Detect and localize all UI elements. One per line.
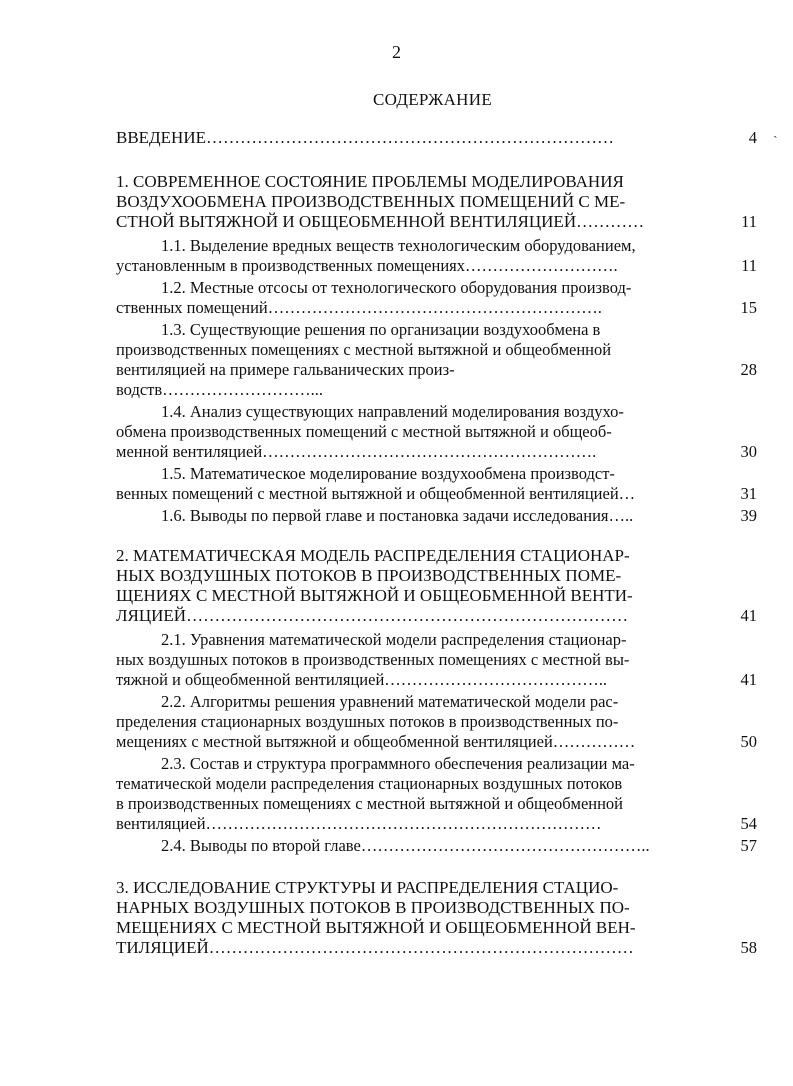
page-number: 2 (392, 42, 401, 62)
toc-section-1-4[interactable]: 1.4. Анализ существующих направлений моделирования воздухо- (161, 402, 624, 421)
toc-section-2-3[interactable]: в производственных помещениях с местной вытяжной и общеобменной (116, 794, 624, 813)
page-title: СОДЕРЖАНИЕ (372, 90, 493, 109)
toc-section-1-1[interactable]: 1.1. Выделение вредных веществ технологическим оборудованием, (161, 236, 636, 255)
toc-section-2-3[interactable]: тематической модели распределения стационарных воздушных потоков (116, 774, 623, 793)
toc-page: 39 (740, 506, 757, 525)
toc-section-2-2[interactable]: мещениях с местной вытяжной и общеобменной вентиляцией…………… (116, 732, 636, 751)
toc-section-2-2[interactable]: пределения стационарных воздушных потоков в производственных по- (116, 712, 619, 731)
toc-chapter-1[interactable]: ВОЗДУХООБМЕНА ПРОИЗВОДСТВЕННЫХ ПОМЕЩЕНИЙ С МЕ- (116, 192, 626, 211)
toc-page: 11 (741, 256, 757, 275)
toc-section-1-3[interactable]: производственных помещениях с местной вытяжной и общеобменной (116, 340, 612, 359)
toc-chapter-3[interactable]: НАРНЫХ ВОЗДУШНЫХ ПОТОКОВ В ПРОИЗВОДСТВЕННЫХ ПО- (116, 898, 630, 917)
toc-page: 54 (740, 814, 757, 833)
toc-page: 4 (748, 128, 757, 147)
toc-section-1-4[interactable]: обмена производственных помещений с местной вытяжной и общеоб- (116, 422, 612, 441)
scan-mark: ˎ (773, 124, 778, 139)
toc-section-1-2[interactable]: ственных помещений……………………………………………………. (116, 298, 602, 317)
toc-section-1-1[interactable]: установленным в производственных помещениях………………………. (116, 256, 618, 275)
toc-page: 11 (741, 212, 757, 231)
toc-section-2-3[interactable]: вентиляцией……………………………………………………………… (116, 814, 602, 833)
toc-chapter-2[interactable]: 2. МАТЕМАТИЧЕСКАЯ МОДЕЛЬ РАСПРЕДЕЛЕНИЯ СТАЦИОНАР- (116, 546, 630, 565)
toc-page: 41 (740, 606, 757, 625)
toc-page: 15 (740, 298, 757, 317)
toc-section-2-2[interactable]: 2.2. Алгоритмы решения уравнений математической модели рас- (161, 692, 619, 711)
toc-section-2-1[interactable]: тяжной и общеобменной вентиляцией………………………………….. (116, 670, 608, 689)
toc-page: 41 (740, 670, 757, 689)
toc-chapter-1[interactable]: СТНОЙ ВЫТЯЖНОЙ И ОБЩЕОБМЕННОЙ ВЕНТИЛЯЦИЕЙ………… (116, 212, 645, 231)
toc-section-1-6[interactable]: 1.6. Выводы по первой главе и постановка задачи исследования….. (161, 506, 634, 525)
toc-chapter-2[interactable]: ЩЕНИЯХ С МЕСТНОЙ ВЫТЯЖНОЙ И ОБЩЕОБМЕННОЙ ВЕНТИ- (116, 586, 633, 605)
toc-chapter-1[interactable]: 1. СОВРЕМЕННОЕ СОСТОЯНИЕ ПРОБЛЕМЫ МОДЕЛИРОВАНИЯ (116, 172, 624, 191)
toc-section-1-5[interactable]: 1.5. Математическое моделирование воздухообмена производст- (161, 464, 615, 483)
toc-chapter-2[interactable]: НЫХ ВОЗДУШНЫХ ПОТОКОВ В ПРОИЗВОДСТВЕННЫХ ПОМЕ- (116, 566, 622, 585)
toc-intro[interactable]: ВВЕДЕНИЕ……………………………………………………………… (116, 128, 614, 147)
toc-section-2-3[interactable]: 2.3. Состав и структура программного обеспечения реализации ма- (161, 754, 635, 773)
toc-page: 31 (740, 484, 757, 503)
toc-page: 30 (740, 442, 757, 461)
toc-section-1-3[interactable]: 1.3. Существующие решения по организации воздухообмена в (161, 320, 601, 339)
toc-section-2-1[interactable]: 2.1. Уравнения математической модели распределения стационар- (161, 630, 627, 649)
toc-page: 58 (740, 938, 757, 957)
toc-page: 28 (740, 360, 757, 379)
toc-section-1-5[interactable]: венных помещений с местной вытяжной и общеобменной вентиляцией… (116, 484, 636, 503)
toc-section-1-2[interactable]: 1.2. Местные отсосы от технологического оборудования производ- (161, 278, 632, 297)
toc-section-2-1[interactable]: ных воздушных потоков в производственных помещениях с местной вы- (116, 650, 630, 669)
toc-chapter-2[interactable]: ЛЯЦИЕЙ…………………………………………………………………… (116, 606, 629, 625)
toc-section-2-4[interactable]: 2.4. Выводы по второй главе…………………………………………….. (161, 836, 650, 855)
toc-section-1-4[interactable]: менной вентиляцией……………………………………………………. (116, 442, 597, 461)
toc-page: 50 (740, 732, 757, 751)
toc-chapter-3[interactable]: ТИЛЯЦИЕЙ………………………………………………………………… (116, 938, 634, 957)
toc-section-1-3[interactable]: вентиляцией на примере гальванических произ- (116, 360, 455, 379)
toc-section-1-3[interactable]: водств………………………... (116, 380, 324, 399)
toc-chapter-3[interactable]: 3. ИССЛЕДОВАНИЕ СТРУКТУРЫ И РАСПРЕДЕЛЕНИЯ СТАЦИО- (116, 878, 619, 897)
toc-page: 57 (740, 836, 757, 855)
toc-chapter-3[interactable]: МЕЩЕНИЯХ С МЕСТНОЙ ВЫТЯЖНОЙ И ОБЩЕОБМЕННОЙ ВЕН- (116, 918, 636, 937)
